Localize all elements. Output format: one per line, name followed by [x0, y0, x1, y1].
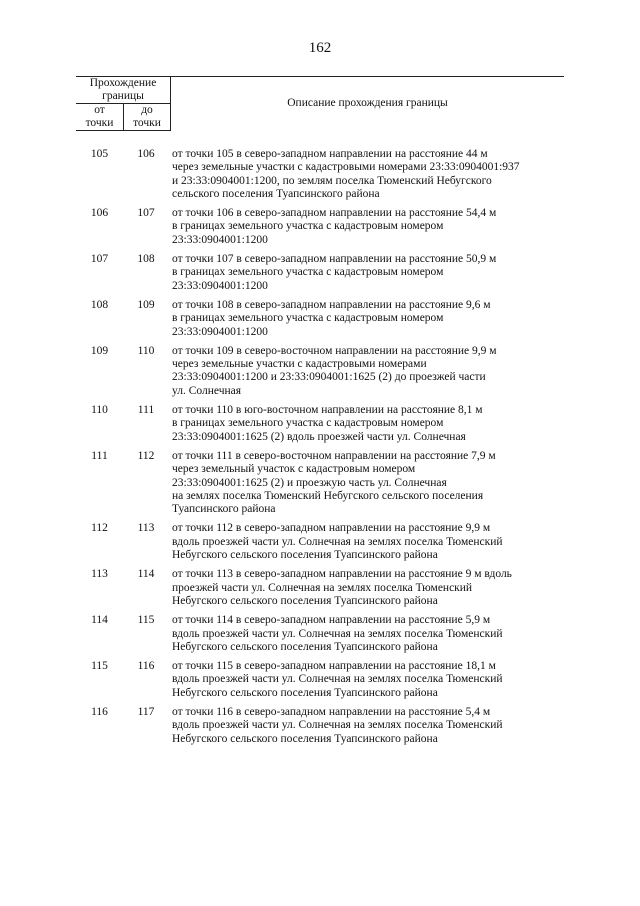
table-row: [76, 404, 564, 444]
description-line: от точки 109 в северо-восточном направлении на расстояние 9,9 м: [172, 344, 497, 357]
description-line: сельского поселения Туапсинского района: [172, 187, 380, 200]
table-row: [76, 522, 564, 562]
description-line: в границах земельного участка с кадастровым номером: [172, 220, 444, 233]
table-row: [76, 345, 564, 398]
header-passage-line2: границы: [102, 90, 144, 102]
description-line: от точки 115 в северо-западном направлении на расстояние 18,1 м: [172, 660, 496, 673]
from-point: 109: [90, 344, 109, 357]
description-line: от точки 107 в северо-западном направлении на расстояние 50,9 м: [172, 253, 497, 266]
header-from-line1: от: [94, 104, 105, 116]
boundary-description: [169, 404, 564, 444]
description-line: 23:33:0904001:1200: [172, 279, 268, 292]
boundary-description: [169, 706, 564, 746]
table-row: [76, 450, 564, 516]
description-line: Небугского сельского поселения Туапсинского района: [172, 732, 438, 745]
table-row: [76, 299, 564, 339]
description-line: вдоль проезжей части ул. Солнечная на землях поселка Тюменский: [172, 719, 503, 732]
description-line: от точки 111 в северо-восточном направлении на расстояние 7,9 м: [172, 449, 496, 462]
header-description: Описание прохождения границы: [171, 77, 565, 131]
description-line: 23:33:0904001:1200: [172, 233, 268, 246]
to-point: 108: [137, 253, 155, 266]
header-to-line2: точки: [133, 117, 161, 129]
table-row: [76, 207, 564, 247]
description-line: 23:33:0904001:1200: [172, 325, 268, 338]
header-passage: [76, 77, 171, 104]
description-line: 23:33:0904001:1625 (2) и проезжую часть ул. Солнечная: [172, 476, 447, 489]
header-to-line1: до: [141, 104, 153, 116]
to-point: 107: [137, 207, 155, 220]
to-point: 117: [137, 705, 155, 718]
from-point: 114: [91, 614, 108, 627]
boundary-description: [169, 148, 564, 201]
header-from-line2: точки: [85, 117, 114, 129]
description-line: через земельный участок с кадастровым номером: [172, 463, 416, 476]
boundary-description: [169, 450, 564, 516]
boundary-description: [169, 660, 564, 700]
boundary-description: [169, 207, 564, 247]
table-header: [76, 76, 564, 131]
from-point: 112: [91, 522, 108, 535]
to-point: 114: [137, 568, 155, 581]
header-passage-line1: Прохождение: [89, 77, 157, 89]
boundary-description: [169, 299, 564, 339]
from-point: 106: [90, 207, 109, 220]
description-line: и 23:33:0904001:1200, по землям поселка Тюменский Небугского: [172, 174, 492, 187]
description-line: от точки 106 в северо-западном направлении на расстояние 54,4 м: [172, 207, 497, 220]
to-point: 111: [137, 404, 155, 417]
from-point: 107: [90, 253, 109, 266]
from-point: 116: [91, 705, 108, 718]
boundary-description: [169, 568, 564, 608]
table-row: [76, 568, 564, 608]
from-point: 108: [90, 298, 109, 311]
header-from-point: [76, 104, 124, 131]
description-line: в границах земельного участка с кадастровым номером: [172, 266, 444, 279]
from-point: 105: [90, 148, 109, 160]
page-number: 162: [308, 40, 332, 56]
description-line: Туапсинского района: [172, 503, 276, 516]
description-line: через земельные участки с кадастровыми номерами: [172, 358, 427, 371]
to-point: 113: [137, 522, 155, 535]
boundary-description: [169, 253, 564, 293]
description-line: вдоль проезжей части ул. Солнечная на землях поселка Тюменский: [172, 535, 503, 548]
to-point: 106: [137, 148, 155, 160]
description-line: от точки 110 в юго-восточном направлении на расстояние 8,1 м: [172, 404, 483, 417]
from-point: 115: [91, 660, 108, 673]
description-line: Небугского сельского поселения Туапсинского района: [172, 640, 438, 653]
description-line: на землях поселка Тюменский Небугского сельского поселения: [172, 489, 484, 502]
description-line: вдоль проезжей части ул. Солнечная на землях поселка Тюменский: [172, 673, 503, 686]
description-line: от точки 116 в северо-западном направлении на расстояние 5,4 м: [172, 705, 491, 718]
table-row: [76, 706, 564, 746]
table-row: [76, 253, 564, 293]
from-point: 113: [91, 568, 108, 581]
to-point: 115: [137, 614, 155, 627]
description-line: 23:33:0904001:1200 и 23:33:0904001:1625 (2) до проезжей части: [172, 371, 486, 384]
boundary-description: [169, 345, 564, 398]
table-row: [76, 660, 564, 700]
from-point: 111: [91, 449, 108, 462]
description-line: ул. Солнечная: [172, 384, 242, 397]
table-row: [76, 614, 564, 654]
description-line: проезжей части ул. Солнечная на землях поселка Тюменский: [172, 581, 473, 594]
description-line: от точки 105 в северо-западном направлении на расстояние 44 м: [172, 148, 488, 160]
description-line: через земельные участки с кадастровыми номерами 23:33:0904001:937: [172, 161, 520, 174]
description-line: от точки 112 в северо-западном направлении на расстояние 9,9 м: [172, 522, 491, 535]
boundary-description: [169, 522, 564, 562]
to-point: 110: [137, 344, 155, 357]
description-line: Небугского сельского поселения Туапсинского района: [172, 686, 438, 699]
description-line: от точки 114 в северо-западном направлении на расстояние 5,9 м: [172, 614, 491, 627]
description-line: Небугского сельского поселения Туапсинского района: [172, 594, 438, 607]
description-line: Небугского сельского поселения Туапсинского района: [172, 549, 438, 562]
description-line: в границах земельного участка с кадастровым номером: [172, 417, 444, 430]
to-point: 109: [137, 298, 155, 311]
description-line: 23:33:0904001:1625 (2) вдоль проезжей части ул. Солнечная: [172, 430, 466, 443]
description-line: от точки 108 в северо-западном направлении на расстояние 9,6 м: [172, 298, 491, 311]
to-point: 116: [137, 660, 155, 673]
description-line: от точки 113 в северо-западном направлении на расстояние 9 м вдоль: [172, 568, 512, 581]
to-point: 112: [137, 449, 155, 462]
description-line: вдоль проезжей части ул. Солнечная на землях поселка Тюменский: [172, 627, 503, 640]
from-point: 110: [91, 404, 108, 417]
table-row: [76, 148, 564, 201]
table-body: [76, 148, 564, 752]
description-line: в границах земельного участка с кадастровым номером: [172, 312, 444, 325]
header-to-point: [124, 104, 171, 131]
boundary-description: [169, 614, 564, 654]
